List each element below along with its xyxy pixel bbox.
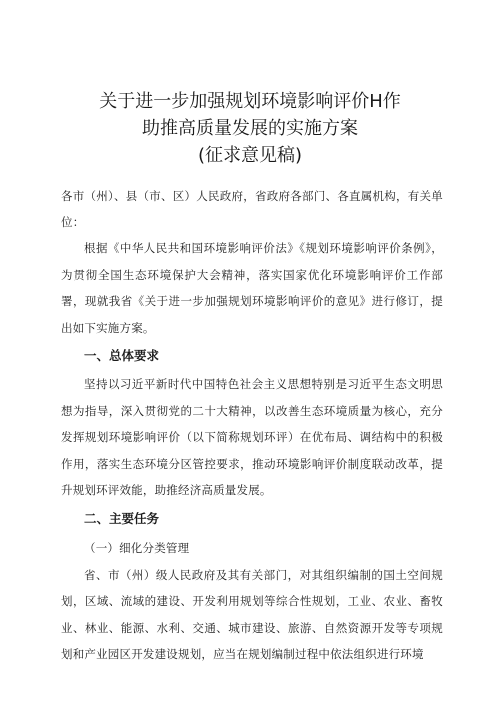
intro-paragraph: 根据《中华人民共和国环境影响评价法》《规划环境影响评价条例》，为贯彻全国生态环境保护大会精神，落实国家优化环境影响评价工作部署，现就我省《关于进一步加强规划环境影响评价的意见》进行修订，提出如下实施方案。 bbox=[61, 241, 443, 335]
classification-paragraph: 省、市（州）级人民政府及其有关部门，对其组织编制的国土空间规划，区域、流域的建设、开发利用规划等综合性规划，工业、农业、畜牧业、林业、能源、水利、交通、城市建设、旅游、自然资源开发等专项规划和产业园区开发建设规划，应当在规划编制过程中依法组织进行环境 bbox=[61, 567, 443, 661]
section-heading-general-requirements: 一、总体要求 bbox=[84, 348, 160, 363]
section-heading-main-tasks: 二、主要任务 bbox=[84, 510, 160, 526]
title-line-3: (征求意见稿) bbox=[197, 145, 303, 166]
addressee: 各市（州）、县（市、区）人民政府，省政府各部门、各直属机构，有关单位： bbox=[61, 189, 443, 229]
subsection-heading-classification: （一）细化分类管理 bbox=[84, 540, 190, 555]
document-body bbox=[61, 183, 443, 668]
title-line-1: 关于进一步加强规划环境影响评价H作 bbox=[99, 91, 401, 112]
general-requirements-paragraph: 坚持以习近平新时代中国特色社会主义思想特别是习近平生态文明思想为指导，深入贯彻党的二十大精神，以改善生态环境质量为核心，充分发挥规划环境影响评价（以下简称规划环评）在优布局、调结构中的积极作用，落实生态环境分区管控要求，推动环境影响评价制度联动改革，提升规划环评效能，助推经济高质量发展。 bbox=[61, 377, 443, 497]
title-line-2: 助推高质量发展的实施方案 bbox=[142, 118, 358, 139]
document-title bbox=[60, 88, 440, 169]
